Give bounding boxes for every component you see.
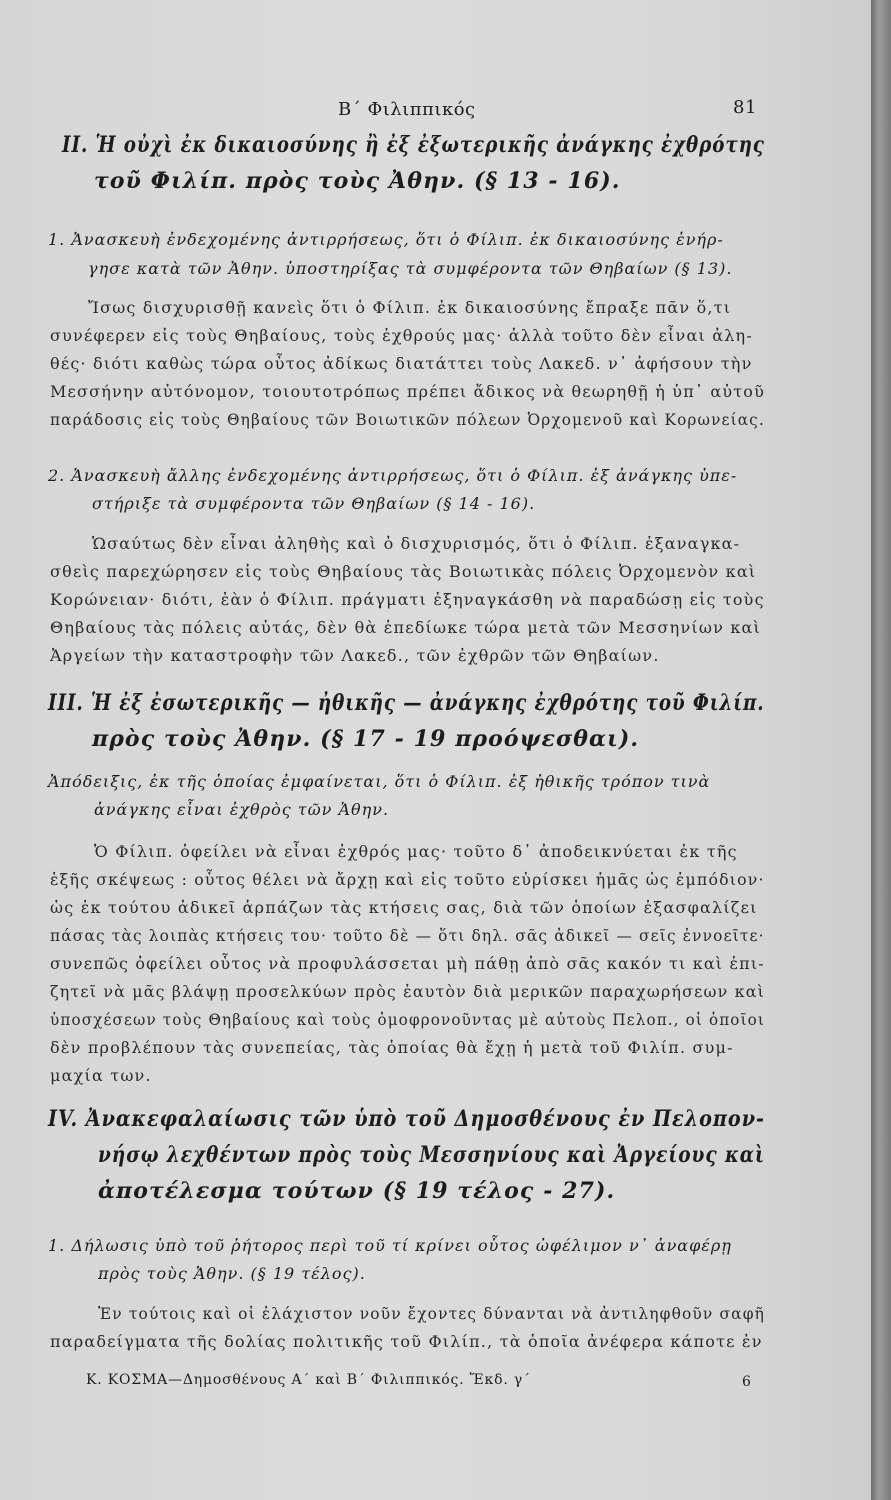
paragraph-line: Μεσσήνην αὐτόνομον, τοιουτοτρόπως πρέπει ἄδικος νὰ θεωρηθῇ ἡ ὑπ᾿ αὐτοῦ (50, 382, 766, 401)
page-number: 81 (733, 97, 757, 118)
section-heading-line: III. Ἡ ἐξ ἐσωτερικῆς — ἠθικῆς — ἀνάγκης ἐχθρότης τοῦ Φιλίπ. (48, 690, 765, 716)
paragraph-line: ὑποσχέσεων τοὺς Θηβαίους καὶ τοὺς ὁμοφρονοῦντας μὲ αὐτοὺς Πελοπ., οἱ ὁποῖοι (50, 1010, 765, 1029)
subsection-heading-line: 1. Δήλωσις ὑπὸ τοῦ ῥήτορος περὶ τοῦ τί κρίνει οὗτος ὠφέλιμον ν᾿ ἀναφέρῃ (48, 1236, 732, 1255)
subsection-heading-line: ἀνάγκης εἶναι ἐχθρὸς τῶν Ἀθην. (94, 800, 390, 819)
paragraph-line: Ἐν τούτοις καὶ οἱ ἐλάχιστον νοῦν ἔχοντες δύνανται νὰ ἀντιληφθοῦν σαφῆ (98, 1304, 766, 1323)
paragraph-line: ἑξῆς σκέψεως : οὗτος θέλει νὰ ἄρχῃ καὶ εἰς τοῦτο εὑρίσκει ἡμᾶς ὡς ἐμπόδιον· (50, 870, 765, 889)
paragraph-line: ὡς ἐκ τούτου ἀδικεῖ ἁρπάζων τὰς κτήσεις σας, διὰ τῶν ὁποίων ἐξασφαλίζει (50, 898, 758, 917)
paragraph-line: συνεπῶς ὀφείλει οὗτος νὰ προφυλάσσεται μὴ πάθῃ ἀπὸ σᾶς κακόν τι καὶ ἐπι- (50, 954, 765, 973)
section-heading-line: II. Ἡ οὐχὶ ἐκ δικαιοσύνης ἢ ἐξ ἐξωτερικῆς ἀνάγκης ἐχθρότης (62, 132, 765, 158)
paragraph-line: μαχία των. (50, 1066, 152, 1085)
paragraph-line: Ἀργείων τὴν καταστροφὴν τῶν Λακεδ., τῶν ἐχθρῶν τῶν Θηβαίων. (50, 646, 660, 665)
subsection-heading-line: Ἀπόδειξις, ἐκ τῆς ὁποίας ἐμφαίνεται, ὅτι ὁ Φίλιπ. ἐξ ἠθικῆς τρόπον τινὰ (48, 772, 711, 791)
subsection-heading-line: 1. Ἀνασκευὴ ἐνδεχομένης ἀντιρρήσεως, ὅτι ὁ Φίλιπ. ἐκ δικαιοσύνης ἐνήρ- (48, 230, 724, 249)
paragraph-line: ζητεῖ νὰ μᾶς βλάψῃ προσελκύων πρὸς ἑαυτὸν διὰ μερικῶν παραχωρήσεων καὶ (50, 982, 765, 1001)
footer-credit: Κ. ΚΟΣΜΑ—Δημοσθένους Α΄ καὶ Β΄ Φιλιππικός. Ἔκδ. γ΄ (86, 1372, 531, 1388)
paragraph-line: Κορώνειαν· διότι, ἐὰν ὁ Φίλιπ. πράγματι ἐξηναγκάσθη νὰ παραδώσῃ εἰς τοὺς (50, 590, 765, 609)
paragraph-line: συνέφερεν εἰς τοὺς Θηβαίους, τοὺς ἐχθρούς μας· ἀλλὰ τοῦτο δὲν εἶναι ἀλη- (50, 326, 753, 345)
paragraph-line: πάσας τὰς λοιπὰς κτήσεις του· τοῦτο δὲ — ὅτι δηλ. σᾶς ἀδικεῖ — σεῖς ἐννοεῖτε· (50, 926, 765, 945)
paragraph-line: παραδείγματα τῆς δολίας πολιτικῆς τοῦ Φιλίπ., τὰ ὁποῖα ἀνέφερα κάποτε ἐν (50, 1332, 763, 1351)
paragraph-line: σθεὶς παρεχώρησεν εἰς τοὺς Θηβαίους τὰς Βοιωτικὰς πόλεις Ὀρχομενὸν καὶ (50, 562, 757, 581)
subsection-heading-line: 2. Ἀνασκευὴ ἄλλης ἐνδεχομένης ἀντιρρήσεως, ὅτι ὁ Φίλιπ. ἐξ ἀνάγκης ὑπε- (48, 466, 738, 485)
subsection-heading-line: γησε κατὰ τῶν Ἀθην. ὑποστηρίξας τὰ συμφέροντα τῶν Θηβαίων (§ 13). (88, 259, 733, 278)
subsection-heading-line: πρὸς τοὺς Ἀθην. (§ 19 τέλος). (98, 1264, 366, 1283)
section-heading-line: νήσῳ λεχθέντων πρὸς τοὺς Μεσσηνίους καὶ Ἀργείους καὶ (98, 1142, 765, 1168)
paragraph-line: Θηβαίους τὰς πόλεις αὐτάς, δὲν θὰ ἐπεδίωκε τώρα μετὰ τῶν Μεσσηνίων καὶ (50, 618, 762, 637)
paragraph-line: Ὁ Φίλιπ. ὀφείλει νὰ εἶναι ἐχθρός μας· τοῦτο δ᾿ ἀποδεικνύεται ἐκ τῆς (94, 842, 738, 861)
paragraph-line: δὲν προβλέπουν τὰς συνεπείας, τὰς ὁποίας θὰ ἔχῃ ἡ μετὰ τοῦ Φιλίπ. συμ- (50, 1038, 734, 1057)
signature-mark: 6 (742, 1374, 752, 1390)
page-edge (871, 0, 891, 1500)
subsection-heading-line: στήριξε τὰ συμφέροντα τῶν Θηβαίων (§ 14 - 16). (92, 494, 536, 513)
paragraph-line: θές· διότι καθὼς τώρα οὗτος ἀδίκως διατάττει τοὺς Λακεδ. ν᾿ ἀφήσουν τὴν (50, 354, 753, 373)
paragraph-line: Ἴσως δισχυρισθῇ κανεὶς ὅτι ὁ Φίλιπ. ἐκ δικαιοσύνης ἔπραξε πᾶν ὅ,τι (88, 298, 732, 317)
section-heading-line: τοῦ Φιλίπ. πρὸς τοὺς Ἀθην. (§ 13 - 16). (94, 168, 621, 194)
paragraph-line: παράδοσις εἰς τοὺς Θηβαίους τῶν Βοιωτικῶν πόλεων Ὀρχομενοῦ καὶ Κορωνείας. (50, 410, 765, 429)
paragraph-line: Ὡσαύτως δὲν εἶναι ἀληθὴς καὶ ὁ δισχυρισμός, ὅτι ὁ Φίλιπ. ἐξαναγκα- (92, 534, 741, 553)
running-header-title: Β΄ Φιλιππικός (338, 99, 476, 120)
section-heading-line: ἀποτέλεσμα τούτων (§ 19 τέλος - 27). (98, 1178, 616, 1204)
section-heading-line: πρὸς τοὺς Ἀθην. (§ 17 - 19 προόψεσθαι). (92, 726, 640, 752)
section-heading-line: IV. Ἀνακεφαλαίωσις τῶν ὑπὸ τοῦ Δημοσθένους ἐν Πελοπον- (48, 1106, 765, 1132)
